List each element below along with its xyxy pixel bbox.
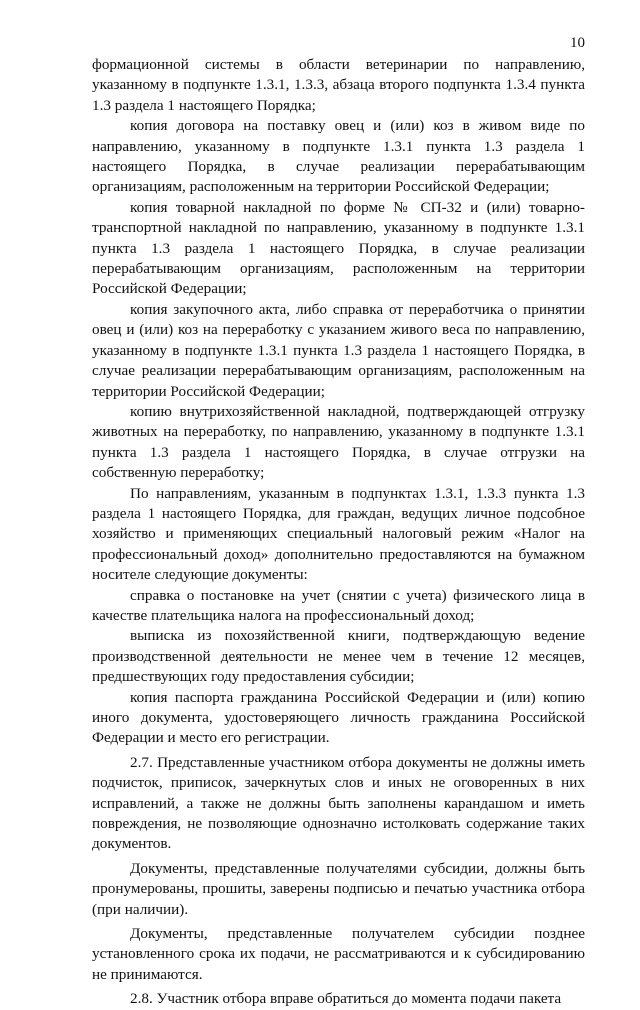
paragraph: Документы, представленные получателями субсидии, должны быть пронумерованы, прошиты, заверены подписью и печатью участника отбора (при наличии). bbox=[92, 859, 585, 918]
paragraph: По направлениям, указанным в подпунктах 1.3.1, 1.3.3 пункта 1.3 раздела 1 настоящего Порядка, для граждан, ведущих личное подсобное хозяйство и применяющих специальный налоговый режим «Налог на профессиональный доход» дополнительно предоставляются на бумажном носителе следующие документы: bbox=[92, 484, 585, 584]
paragraph-section-2-7: 2.7. Представленные участником отбора документы не должны иметь подчисток, приписок, зачеркнутых слов и иных не оговоренных в них исправлений, а также не должны быть заполнены карандашом и иметь повреждения, не позволяющие однозначно истолковать содержание таких документов. bbox=[92, 753, 585, 853]
paragraph: копию внутрихозяйственной накладной, подтверждающей отгрузку животных на переработку, по направлению, указанному в подпункте 1.3.1 пункта 1.3 раздела 1 настоящего Порядка, в случае отгрузки на собственную переработку; bbox=[92, 402, 585, 482]
page-number: 10 bbox=[570, 35, 585, 51]
paragraph: копия паспорта гражданина Российской Федерации и (или) копию иного документа, удостоверяющего личность гражданина Российской Федерации и место его регистрации. bbox=[92, 688, 585, 747]
paragraph: копия договора на поставку овец и (или) коз в живом виде по направлению, указанному в подпункте 1.3.1 пункта 1.3 раздела 1 настоящего Порядка, в случае реализации перерабатывающим организациям, расположенным на территории Российской Федерации; bbox=[92, 117, 585, 196]
paragraph: формационной системы в области ветеринарии по направлению, указанному в подпункте 1.3.1, 1.3.3, абзаца второго подпункта 1.3.4 пункта 1.3 раздела 1 настоящего Порядка; bbox=[92, 56, 585, 114]
paragraph: Документы, представленные получателем субсидии позднее установленного срока их подачи, не рассматриваются и к субсидированию не принимаются. bbox=[92, 925, 585, 983]
paragraph: копия закупочного акта, либо справка от переработчика о принятии овец и (или) коз на переработку с указанием живого веса по направлению, указанному в подпункте 1.3.1 пункта 1.3 раздела 1 настоящего Порядка, в случае реализации перерабатывающим организациям, расположенным на территории Российской Федерации; bbox=[92, 300, 585, 400]
document-body bbox=[92, 55, 585, 1010]
paragraph: выписка из похозяйственной книги, подтверждающую ведение производственной деятельности не менее чем в течение 12 месяцев, предшествующих году предоставления субсидии; bbox=[92, 627, 585, 686]
paragraph: копия товарной накладной по форме № СП-32 и (или) товарно-транспортной накладной по направлению, указанному в подпункте 1.3.1 пункта 1.3 раздела 1 настоящего Порядка, в случае реализации перерабатывающим организациям, расположенным на территории Российской Федерации; bbox=[92, 198, 585, 298]
paragraph: справка о постановке на учет (снятии с учета) физического лица в качестве плательщика налога на профессиональный доход; bbox=[92, 586, 585, 624]
paragraph-section-2-8: 2.8. Участник отбора вправе обратиться до момента подачи пакета bbox=[130, 990, 562, 1008]
